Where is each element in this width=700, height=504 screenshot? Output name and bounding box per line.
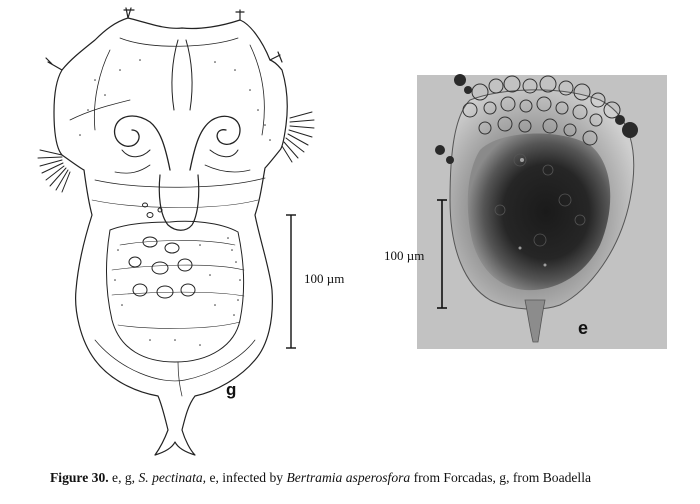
caption-label: Figure 30.: [50, 470, 109, 485]
caption-text-1: e, g,: [108, 470, 139, 485]
caption-parasite: Bertramia asperosfora: [286, 470, 411, 485]
panel-label-g: g: [226, 380, 237, 399]
scale-label-g: 100 µm: [304, 271, 345, 286]
scale-label-e: 100 µm: [384, 248, 425, 263]
caption-species: S. pectinata,: [138, 470, 207, 485]
caption-text-3: from Forcadas, g, from Boadella: [410, 470, 592, 485]
rotifer-drawing: [38, 8, 314, 455]
figure-caption: [50, 470, 695, 486]
scale-bar-g: [286, 215, 296, 348]
micrograph-panel: [417, 74, 667, 349]
caption-text-2: e, infected by: [206, 470, 287, 485]
panel-label-e: e: [578, 318, 589, 338]
